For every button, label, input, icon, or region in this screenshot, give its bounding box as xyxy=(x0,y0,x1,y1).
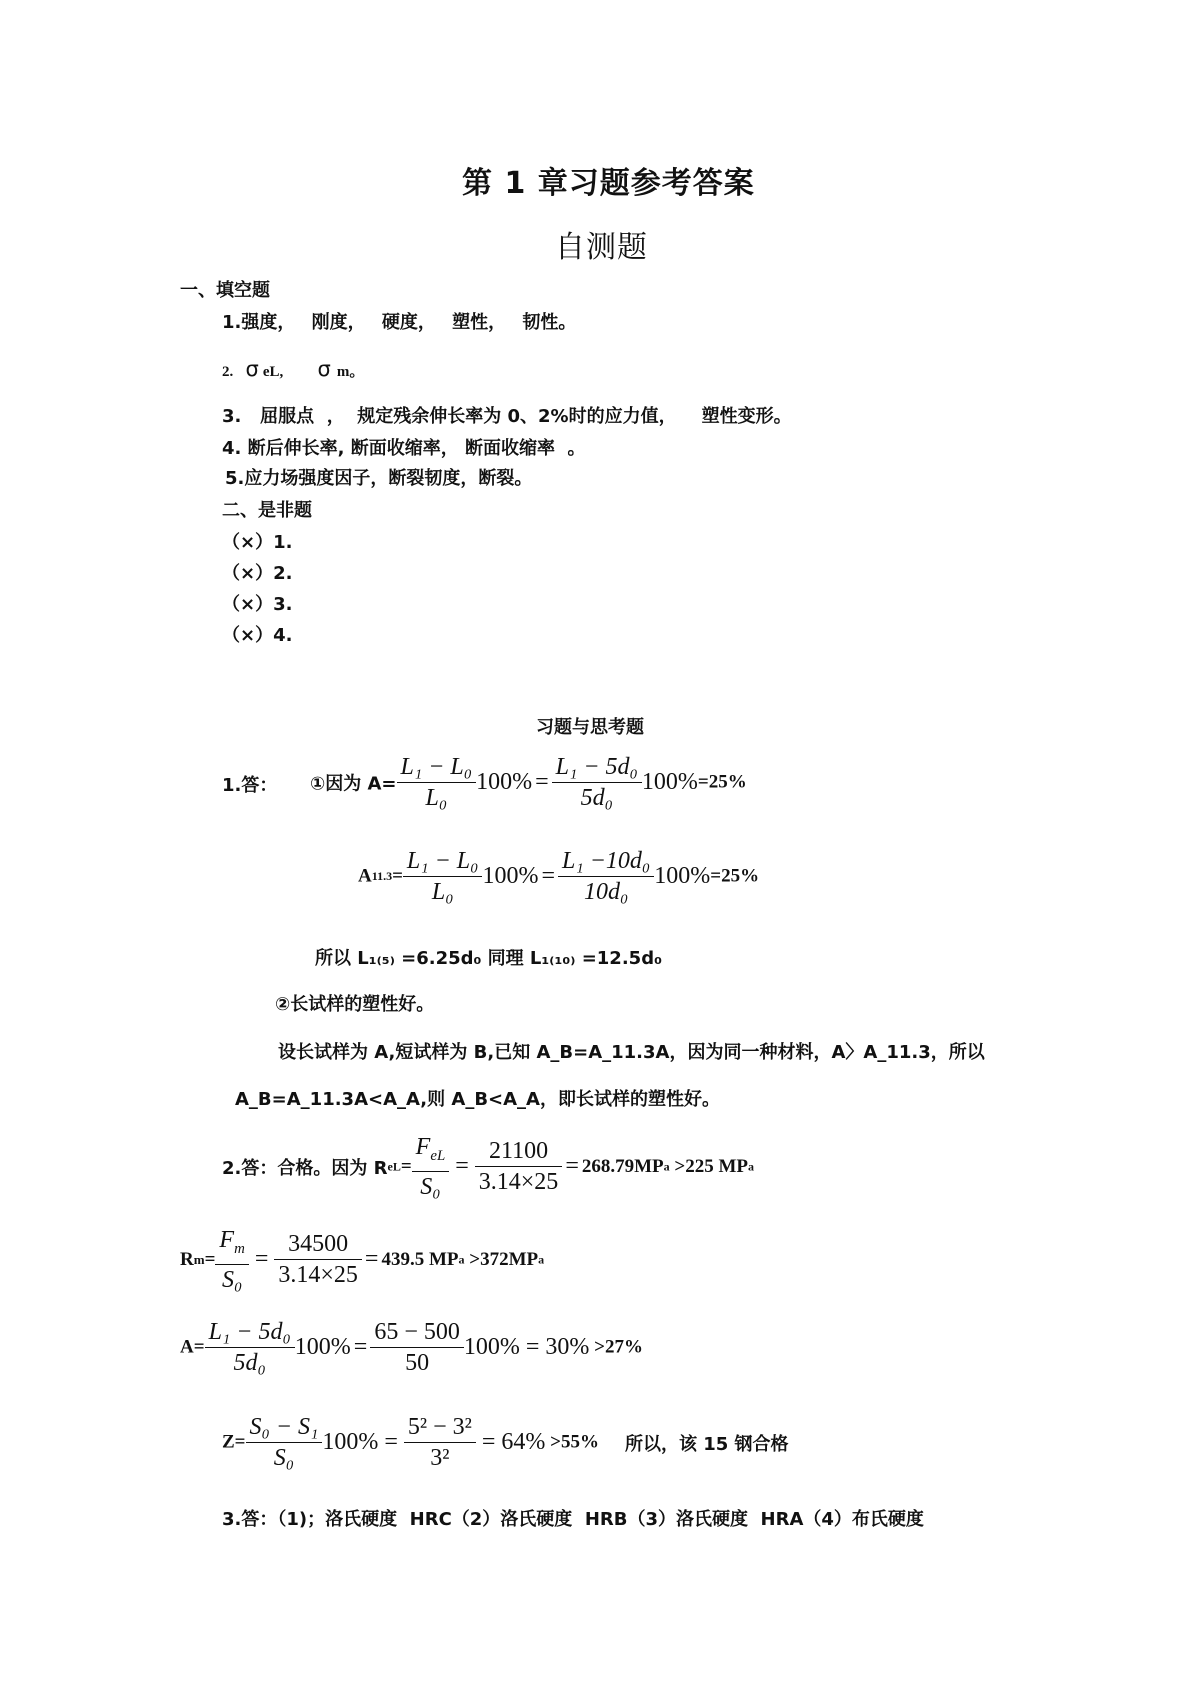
answer2-rel: 2.答：合格。因为 ReL= $\frac{F_{eL}}{\text{S₀}}$ = $\frac{21100}{3.14\times 25}$ = 268.79MPa >225 MPa xyxy=(222,1134,755,1200)
fraction: $\frac{\text{S₀ − S₁}}{\text{S₀}}$ xyxy=(246,1412,323,1473)
fraction: $\frac{34500}{3.14\times 25}$ xyxy=(274,1229,362,1290)
chapter-title: 第 1 章习题参考答案 xyxy=(462,166,755,201)
q2-sub2: m。 xyxy=(336,364,365,380)
answer1-reason2: A_B=A_11.3A<A_A,则 A_B<A_A，即长试样的塑性好。 xyxy=(235,1089,720,1110)
fraction: $\frac{\text{L₁ −10d₀}}{\text{10d₀}}$ xyxy=(558,846,654,907)
fraction: $\frac{65 - 500}{50}$ xyxy=(370,1317,464,1378)
answer1-label: 1.答： xyxy=(222,775,278,796)
true-false-heading: 二、是非题 xyxy=(222,500,312,521)
fraction: $\frac{\text{L₁ − L₀}}{\text{L₀}}$ xyxy=(397,752,477,813)
fill-blank-heading: 一、填空题 xyxy=(180,280,270,301)
answer3: 3.答：（1)；洛氏硬度 HRC（2）洛氏硬度 HRB（3）洛氏硬度 HRA（4）布氏硬度 xyxy=(222,1509,924,1530)
q2-sub1: eL, xyxy=(262,364,284,380)
fraction: $\frac{\text{L₁ − 5d₀}}{\text{5d₀}}$ xyxy=(552,752,642,813)
section-title: 自测题 xyxy=(555,230,648,265)
fraction: $\frac{21100}{3.14\times 25}$ xyxy=(475,1136,563,1197)
fill-blank-q1: 1.强度， 刚度， 硬度， 塑性， 韧性。 xyxy=(222,312,577,333)
fraction: $\frac{\text{L₁ − 5d₀}}{\text{5d₀}}$ xyxy=(205,1317,295,1378)
fraction: $\frac{\text{5² − 3²}}{\text{3²}}$ xyxy=(404,1412,476,1473)
sigma-symbol: σ xyxy=(317,357,331,381)
answer1-reason1: 设长试样为 A,短试样为 B,已知 A_B=A_11.3A，因为同一种材料，A〉A_11.3，所以 xyxy=(278,1042,985,1063)
fraction: $\frac{F_{eL}}{\text{S₀}}$ xyxy=(412,1132,450,1202)
fraction: $\frac{\text{L₁ − L₀}}{\text{L₀}}$ xyxy=(403,846,483,907)
answer1-eq2: A11.3= $\frac{\text{L₁ − L₀}}{\text{L₀}}$ 100% = $\frac{\text{L₁ −10d₀}}{\text{10d₀}}$ 100%=25% xyxy=(358,848,760,905)
sigma-symbol: σ xyxy=(245,357,259,381)
answer2-a: A= $\frac{\text{L₁ − 5d₀}}{\text{5d₀}}$ 100% = $\frac{65 - 500}{50}$ 100% = 30% >27% xyxy=(180,1319,643,1376)
fill-blank-q2 xyxy=(222,357,364,381)
answer1-conclusion: ②长试样的塑性好。 xyxy=(275,994,435,1015)
fraction: $\frac{F_m}{\text{S₀}}$ xyxy=(215,1225,248,1295)
fill-blank-q3: 3. 屈服点 ， 规定残余伸长率为 0、2%时的应力值， 塑性变形。 xyxy=(222,406,792,427)
exercises-heading: 习题与思考题 xyxy=(536,717,644,738)
answer2-rm: Rm= $\frac{F_m}{\text{S₀}}$ = $\frac{34500}{3.14\times 25}$ = 439.5 MPa >372MPa xyxy=(180,1227,545,1293)
tf-item: （×）4. xyxy=(222,625,293,646)
q2-prefix: 2. xyxy=(222,364,234,380)
answer1-eq1: ①因为 A= $\frac{\text{L₁ − L₀}}{\text{L₀}}$ 100% = $\frac{\text{L₁ − 5d₀}}{\text{5d₀}}$ 100%=25% xyxy=(310,754,747,811)
answer2-z: Z= $\frac{\text{S₀ − S₁}}{\text{S₀}}$ 100% = $\frac{\text{5² − 3²}}{\text{3²}}$ = 64% >55% 所以，该 15 钢合格 xyxy=(222,1414,789,1471)
eq1-prefix: ①因为 A= xyxy=(310,773,397,795)
tf-item: （×）2. xyxy=(222,563,293,584)
fill-blank-q5: 5.应力场强度因子，断裂韧度，断裂。 xyxy=(225,468,533,489)
tf-item: （×）3. xyxy=(222,594,293,615)
tf-item: （×）1. xyxy=(222,532,293,553)
answer1-so-line: 所以 L₁₍₅₎ =6.25d₀ 同理 L₁₍₁₀₎ =12.5d₀ xyxy=(315,948,662,969)
fill-blank-q4: 4. 断后伸长率, 断面收缩率， 断面收缩率 。 xyxy=(222,438,586,459)
